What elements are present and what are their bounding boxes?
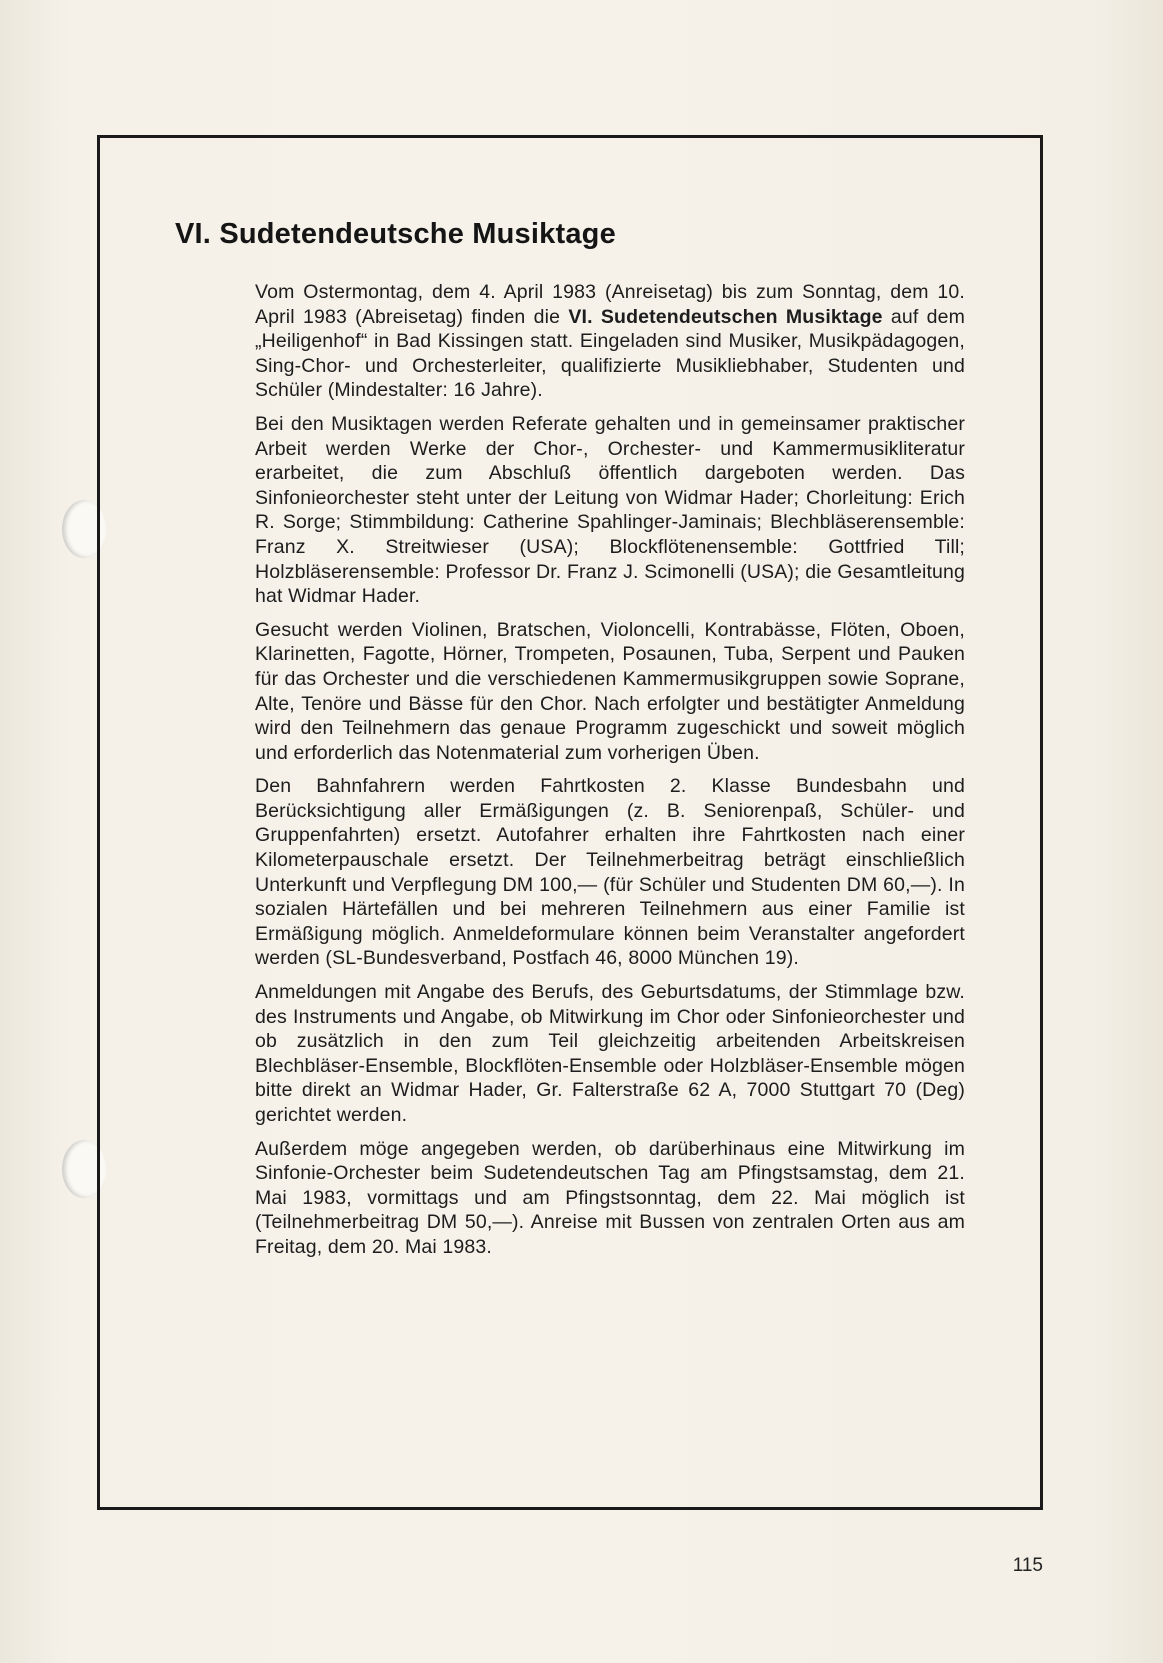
- paragraph: [255, 774, 965, 971]
- paragraph: [255, 980, 965, 1128]
- text-segment: Bei den Musiktagen werden Referate gehalten und in gemeinsamer praktischer Arbeit werden Werke der Chor-, Orchester- und Kammermusikliteratur erarbeitet, die zum Abschluß öffentlich dargeboten werden. Das Sinfonieorchester steht unter der Leitung von Widmar Hader; Chorleitung: Erich R. Sorge; Stimmbildung: Catherine Spahlinger-Jaminais; Blechbläserensemble: Franz X. Streitwieser (USA); Blockflötenensemble: Gottfried Till; Holzbläserensemble: Professor Dr. Franz J. Scimonelli (USA); die Gesamtleitung hat Widmar Hader.: [255, 412, 965, 608]
- paragraph: [255, 1137, 965, 1260]
- page-number: 115: [1012, 1555, 1043, 1576]
- article-body: [255, 280, 965, 1269]
- bold-text-segment: VI. Sudetendeutschen Musiktage: [568, 305, 883, 328]
- text-segment: Den Bahnfahrern werden Fahrtkosten 2. Klasse Bundesbahn und Berücksichtigung aller Ermäßigungen (z. B. Seniorenpaß, Schüler- und Gruppenfahrten) ersetzt. Autofahrer erhalten ihre Fahrtkosten nach einer Kilometerpauschale ersetzt. Der Teilnehmerbeitrag beträgt einschließlich Unterkunft und Verpflegung DM 100,— (für Schüler und Studenten DM 60,—). In sozialen Härtefällen und bei mehreren Teilnehmern aus einer Familie ist Ermäßigung möglich. Anmeldeformulare können beim Veranstalter angefordert werden (SL-Bundesverband, Postfach 46, 8000 München 19).: [255, 775, 965, 970]
- paragraph: [255, 618, 965, 766]
- text-segment: Gesucht werden Violinen, Bratschen, Violoncelli, Kontrabässe, Flöten, Oboen, Klarinetten, Fagotte, Hörner, Trompeten, Posaunen, Tuba, Serpent und Pauken für das Orchester und die verschiedenen Kammermusikgruppen sowie Soprane, Alte, Tenöre und Bässe für den Chor. Nach erfolgter und bestätigter Anmeldung wird den Teilnehmern das genaue Programm zugeschickt und soweit möglich und erforderlich das Notenmaterial zum vorherigen Üben.: [255, 618, 965, 764]
- text-segment: Außerdem möge angegeben werden, ob darüberhinaus eine Mitwirkung im Sinfonie-Orchester beim Sudetendeutschen Tag am Pfingstsamstag, dem 21. Mai 1983, vormittags und am Pfingstsonntag, dem 22. Mai möglich ist (Teilnehmerbeitrag DM 50,—). Anreise mit Bussen von zentralen Orten aus am Freitag, dem 20. Mai 1983.: [255, 1137, 965, 1258]
- text-segment: auf dem „Heiligenhof“ in Bad Kissingen statt. Eingeladen sind Musiker, Musikpädagogen, Sing-Chor- und Orchesterleiter, qualifizierte Musikliebhaber, Studenten und Schüler (Mindestalter: 16 Jahre).: [255, 305, 966, 402]
- text-segment: Anmeldungen mit Angabe des Berufs, des Geburtsdatums, der Stimmlage bzw. des Instruments und Angabe, ob Mitwirkung im Chor oder Sinfonieorchester und ob zusätzlich in den zum Teil gleichzeitig arbeitenden Arbeitskreisen Blechbläser-Ensemble, Blockflöten-Ensemble oder Holzbläser-Ensemble mögen bitte direkt an Widmar Hader, Gr. Falterstraße 62 A, 7000 Stuttgart 70 (Deg) gerichtet werden.: [255, 981, 965, 1126]
- paragraph: [255, 412, 965, 609]
- paragraph: [255, 280, 965, 403]
- article-title: VI. Sudetendeutsche Musiktage: [175, 218, 616, 250]
- text-segment: Vom Ostermontag, dem 4. April 1983 (Anreisetag) bis zum Sonntag, dem 10. April 1983 (Abreisetag) finden die: [255, 281, 965, 328]
